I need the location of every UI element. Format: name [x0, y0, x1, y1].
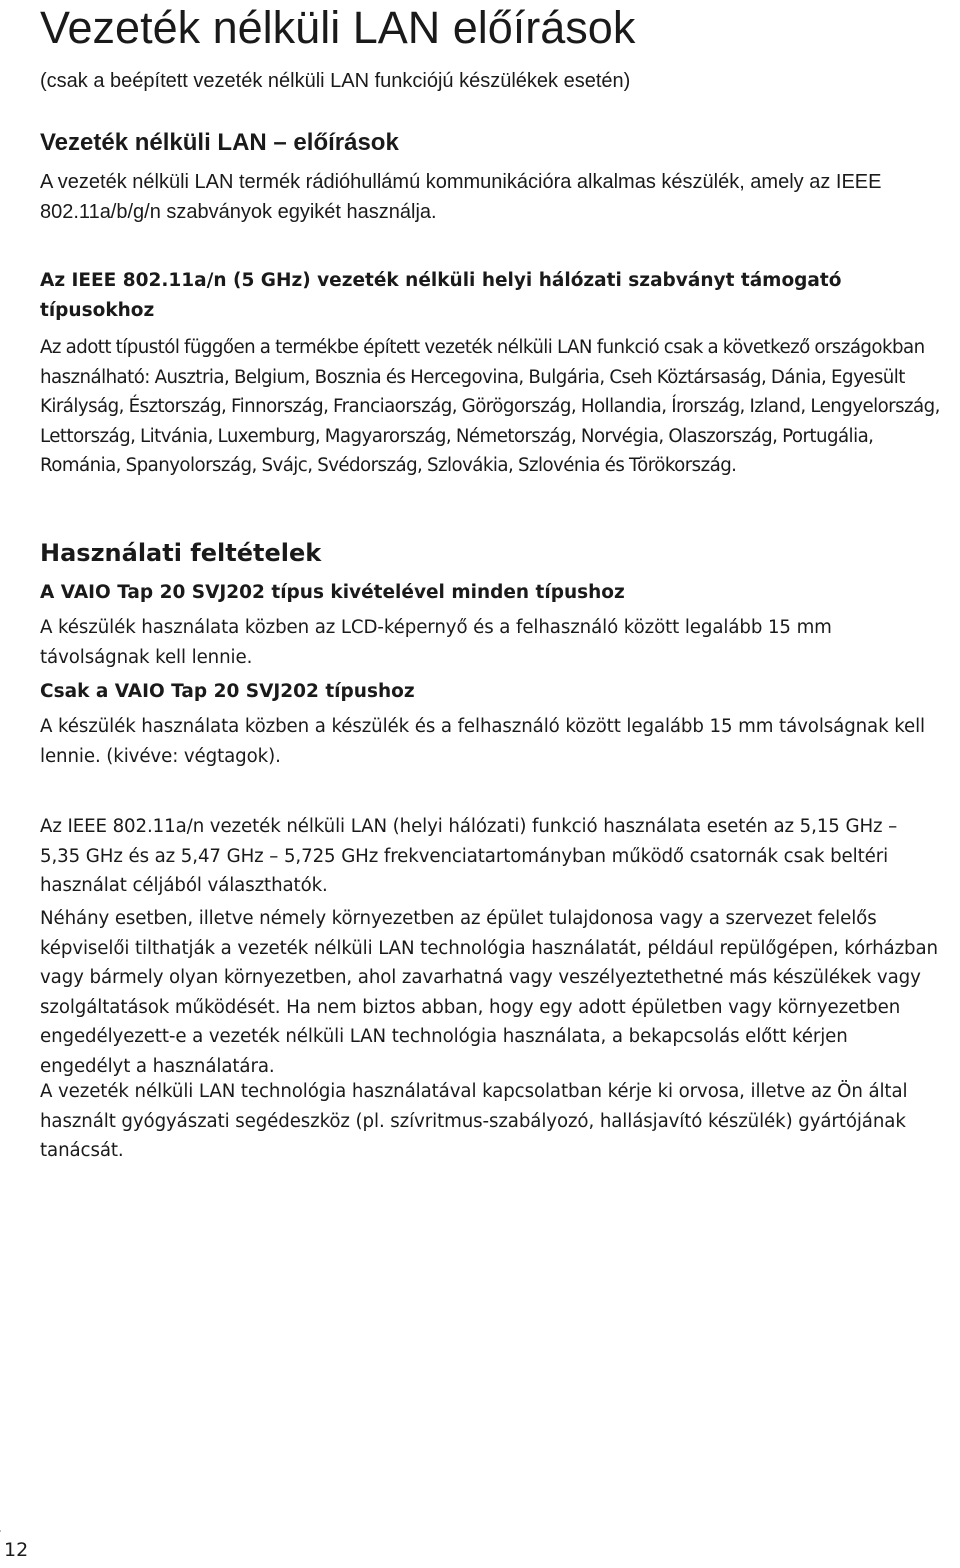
section-heading-lan: Vezeték nélküli LAN – előírások — [40, 129, 399, 156]
medical-device-text: A vezeték nélküli LAN technológia használatával kapcsolatban kérje ki orvosa, illetve az Ön által használt gyógyászati segédeszköz (pl. szívritmus-szabályozó, hallásjavító készülék) gyártójának tanácsát. — [40, 1081, 908, 1162]
lan-intro-text: A vezeték nélküli LAN termék rádióhullámú kommunikációra alkalmas készülék, amely az IEEE 802.11a/b/g/n szabványok egyikét használja. — [40, 171, 882, 223]
subheading-all-models: A VAIO Tap 20 SVJ202 típus kivételével minden típushoz — [40, 582, 625, 603]
page-title: Vezeték nélküli LAN előírások — [40, 2, 636, 53]
countries-text: Az adott típustól függően a termékbe épített vezeték nélküli LAN funkció csak a következő országokban használható: Ausztria, Belgium, Bosznia és Hercegovina, Bulgária, Cseh Köztársaság, Dánia, Egyesült Királyság, Észtország, Finnország, Franciaország, Görögország, Hollandia, Írország, Izland, Lengyelország, Lettország, Litvánia, Luxemburg, Magyarország, Németország, Norvégia, Olaszország, Portugália, Románia, Spanyolország, Svájc, Svédország, Szlovákia, Szlovénia és Törökország. — [40, 337, 940, 477]
restrictions-text: Néhány esetben, illetve némely környezetben az épület tulajdonosa vagy a szervezet felelős képviselői tilthatják a vezeték nélküli LAN technológia használatát, például repülőgépen, kórházban vagy bármely olyan környezetben, ahol zavarhatná vagy veszélyeztethetné más készülékek vagy szolgáltatások működését. Ha nem biztos abban, hogy egy adott épületben vagy környezetben engedélyezett-e a vezeték nélküli LAN technológia használata, a bekapcsolás előtt kérjen engedélyt a használatára. — [40, 908, 938, 1077]
usage-text-vaio-tap-20: A készülék használata közben a készülék és a felhasználó között legalább 15 mm távolságnak kell lennie. (kivéve: végtagok). — [40, 716, 925, 767]
subheading-vaio-tap-20: Csak a VAIO Tap 20 SVJ202 típushoz — [40, 681, 415, 702]
frequency-band-text: Az IEEE 802.11a/n vezeték nélküli LAN (helyi hálózati) funkció használata esetén az 5,15 GHz – 5,35 GHz és az 5,47 GHz – 5,725 GHz frekvenciatartományban működő csatornák csak beltéri használat céljából választhatók. — [40, 816, 898, 897]
section-heading-usage: Használati feltételek — [40, 539, 322, 567]
page-subtitle: (csak a beépített vezeték nélküli LAN funkciójú készülékek esetén) — [40, 70, 631, 92]
usage-text-all-models: A készülék használata közben az LCD-képernyő és a felhasználó között legalább 15 mm távolságnak kell lennie. — [40, 617, 832, 668]
page-number: 12 — [0, 1532, 38, 1568]
subheading-ieee-80211an: Az IEEE 802.11a/n (5 GHz) vezeték nélküli helyi hálózati szabványt támogató típusokhoz — [40, 270, 842, 321]
